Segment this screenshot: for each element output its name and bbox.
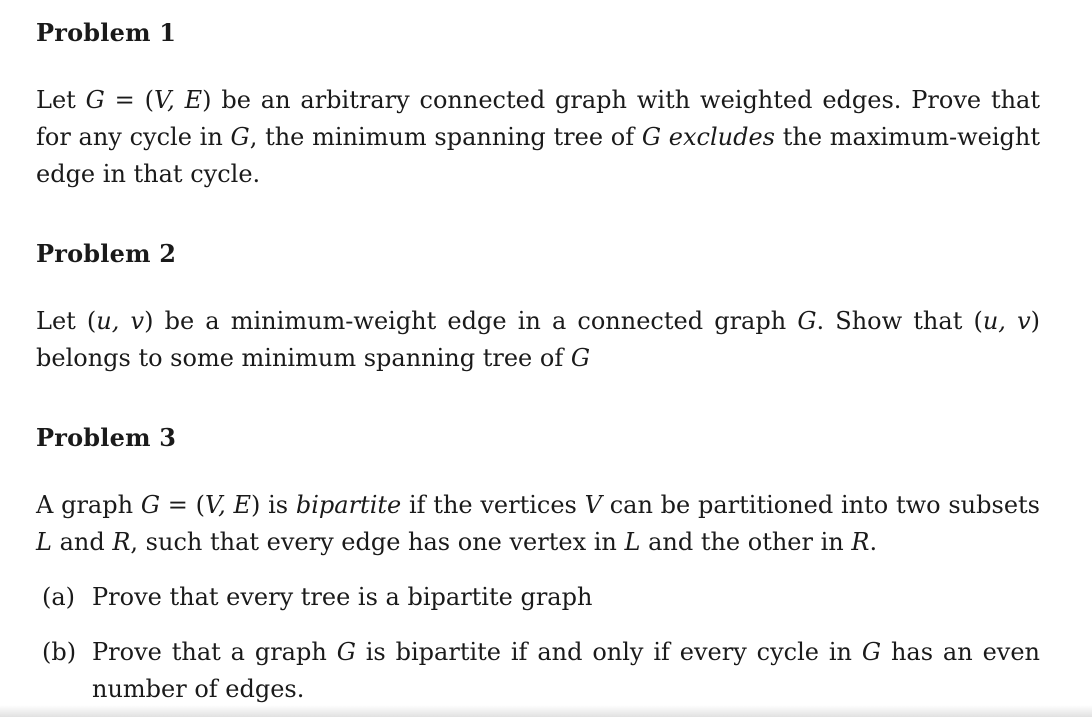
part-a-label: (a) bbox=[42, 583, 76, 611]
problem-3-title: Problem 3 bbox=[36, 423, 177, 452]
bottom-edge-shadow bbox=[0, 705, 1092, 717]
part-a-text: Prove that every tree is a bipartite graph bbox=[92, 583, 593, 611]
problem-3-part-b bbox=[42, 634, 1040, 708]
problem-3-part-a bbox=[42, 579, 1040, 616]
problem-2-statement: Let (u, v) be a minimum-weight edge in a connected graph G. Show that (u, v) belongs to some minimum spanning tree of G bbox=[36, 307, 1041, 372]
problem-3-statement: A graph G = (V, E) is bipartite if the vertices V can be partitioned into two subsets L and R, such that every edge has one vertex in L and the other in R. bbox=[36, 491, 1040, 556]
problem-2-title: Problem 2 bbox=[36, 239, 177, 268]
part-b-text: Prove that a graph G is bipartite if and only if every cycle in G has an even number of edges. bbox=[92, 638, 1041, 703]
problem-1-statement: Let G = (V, E) be an arbitrary connected graph with weighted edges. Prove that for any cycle in G, the minimum spanning tree of G excludes the maximum-weight edge in that cycle. bbox=[36, 86, 1041, 188]
problem-1-title: Problem 1 bbox=[36, 18, 177, 47]
part-b-label: (b) bbox=[42, 638, 77, 666]
